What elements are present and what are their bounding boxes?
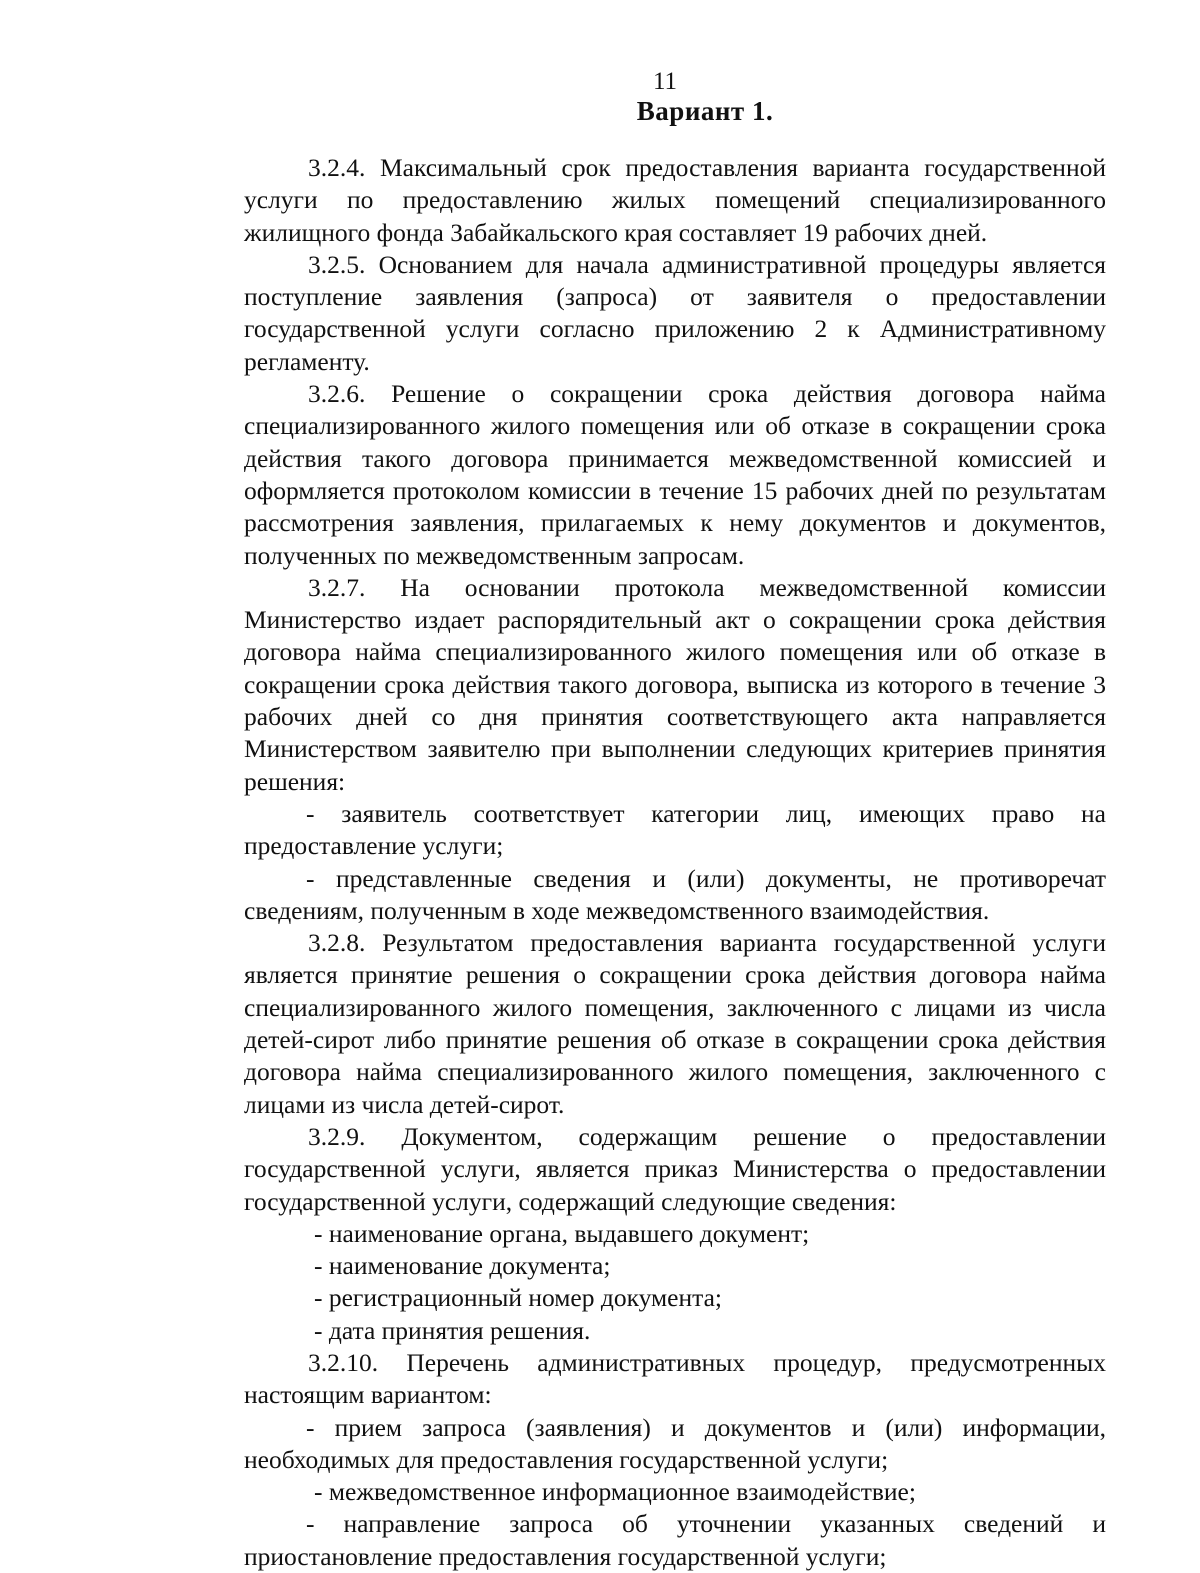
paragraph: 3.2.10. Перечень административных процедур, предусмотренных настоящим вариантом: — [244, 1347, 1106, 1410]
paragraph: 3.2.6. Решение о сокращении срока действия договора найма специализированного жилого помещения или об отказе в сокращении срока действия такого договора принимается межведомственной комиссией и оформляется протоколом комиссии в течение 15 рабочих дней по результатам рассмотрения заявления, прилагаемых к нему документов и документов, полученных по межведомственным запросам. — [244, 379, 1106, 570]
paragraph: 3.2.8. Результатом предоставления варианта государственной услуги является принятие решения о сокращении срока действия договора найма специализированного жилого помещения, заключенного с лицами из числа детей-сирот либо принятие решения об отказе в сокращении срока действия договора найма специализированного жилого помещения, заключенного с лицами из числа детей-сирот. — [244, 928, 1106, 1119]
list-item: - заявитель соответствует категории лиц, имеющих право на предоставление услуги; — [244, 798, 1106, 861]
list-item: - представленные сведения и (или) документы, не противоречат сведениям, полученным в ходе межведомственного взаимодействия. — [244, 863, 1106, 925]
list-item: - наименование документа; — [314, 1251, 611, 1281]
list-item: - межведомственное информационное взаимодействие; — [314, 1477, 916, 1507]
paragraph: 3.2.9. Документом, содержащим решение о предоставлении государственной услуги, является приказ Министерства о предоставлении государственной услуги, содержащий следующие сведения: — [244, 1121, 1106, 1216]
document-body — [244, 152, 1106, 1573]
page-number: 11 — [652, 68, 678, 95]
paragraph: 3.2.4. Максимальный срок предоставления варианта государственной услуги по предоставлению жилых помещений специализированного жилищного фонда Забайкальского края составляет 19 рабочих дней. — [244, 153, 1106, 247]
list-item: - направление запроса об уточнении указанных сведений и приостановление предоставления государственной услуги; — [244, 1509, 1106, 1571]
list-item: - наименование органа, выдавшего документ; — [314, 1218, 810, 1248]
section-heading: Вариант 1. — [636, 96, 774, 126]
list-item: - прием запроса (заявления) и документов и (или) информации, необходимых для предоставления государственной услуги; — [244, 1412, 1106, 1474]
list-item: - регистрационный номер документа; — [314, 1283, 722, 1313]
paragraph: 3.2.5. Основанием для начала административной процедуры является поступление заявления (запроса) от заявителя о предоставлении государственной услуги согласно приложению 2 к Административному регламенту. — [244, 249, 1106, 376]
list-item: - дата принятия решения. — [314, 1315, 591, 1345]
paragraph: 3.2.7. На основании протокола межведомственной комиссии Министерство издает распорядительный акт о сокращении срока действия договора найма специализированного жилого помещения или об отказе в сокращении срока действия такого договора, выписка из которого в течение 3 рабочих дней со дня принятия соответствующего акта направляется Министерством заявителю при выполнении следующих критериев принятия решения: — [244, 572, 1106, 796]
